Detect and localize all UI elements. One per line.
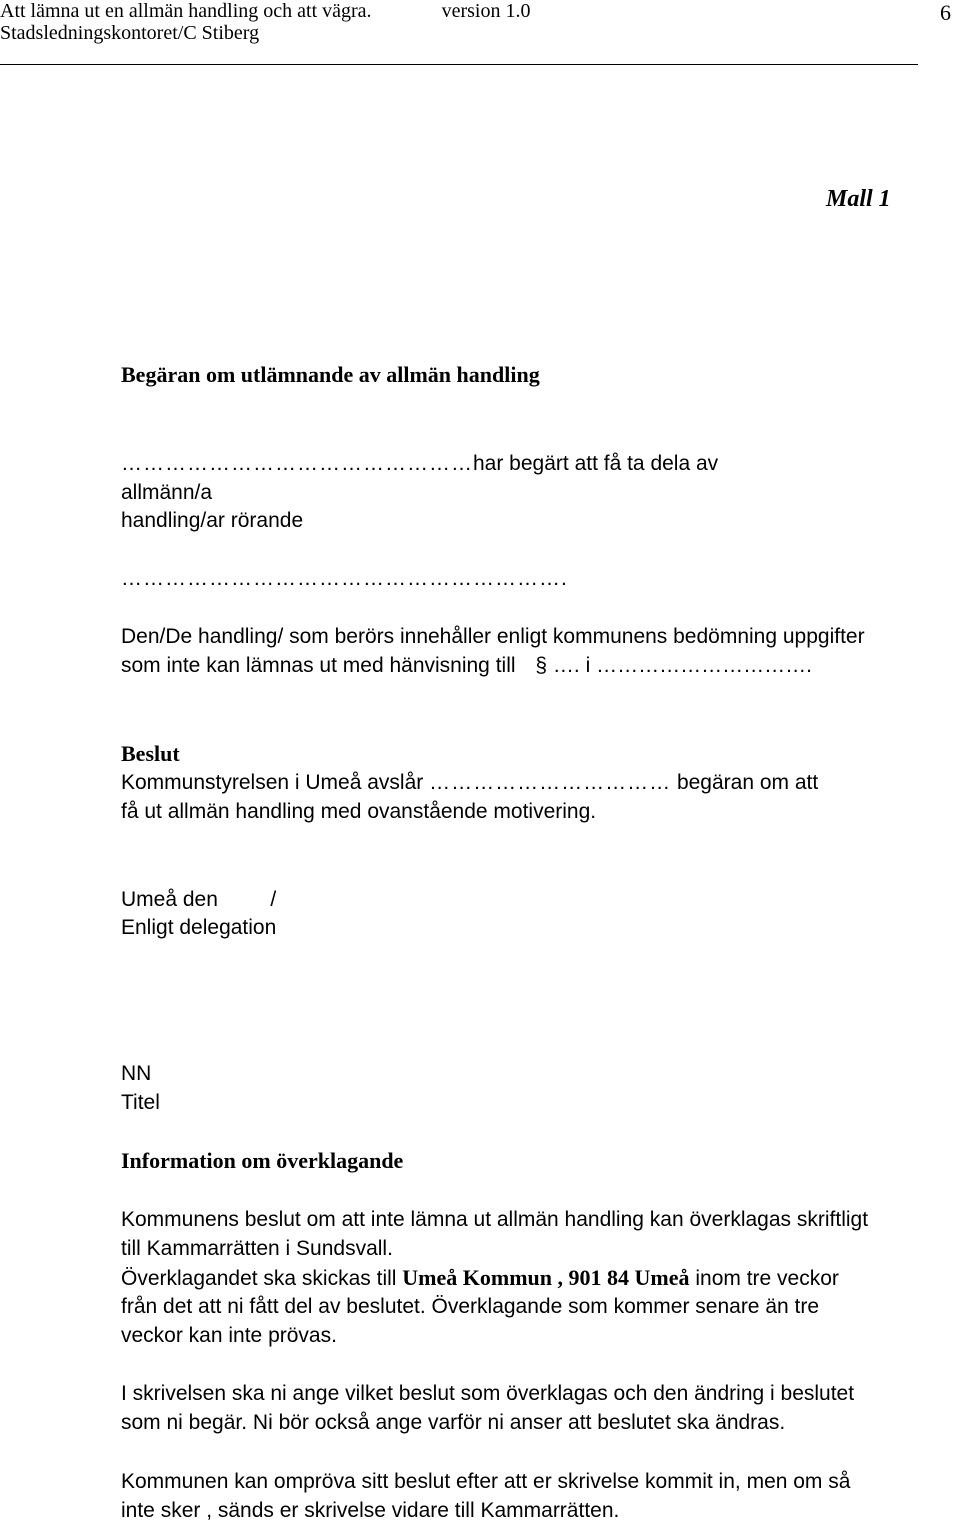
appeal-p2-text-c: inom tre veckor — [695, 1267, 839, 1290]
fill-in-dots: …………………………… — [429, 771, 672, 794]
template-label: Mall 1 — [826, 186, 891, 212]
signatory-title: Titel — [121, 1091, 160, 1114]
appeal-p1-line-1: Kommunens beslut om att inte lämna ut allmän handling kan överklagas skriftligt — [121, 1208, 869, 1231]
appeal-p2-text-a: Överklagandet ska skickas till — [121, 1267, 397, 1290]
appeal-heading: Information om överklagande — [121, 1148, 404, 1173]
appeal-p3-line-1: I skrivelsen ska ni ange vilket beslut som överklagas och den ändring i beslutet — [121, 1382, 855, 1405]
section-sign: § — [535, 654, 548, 677]
header-divider — [0, 64, 918, 65]
request-line-1 — [121, 450, 718, 478]
appeal-p2-line-3: veckor kan inte prövas. — [121, 1324, 337, 1347]
request-fill-in-dots: ……………………………………………………. — [121, 567, 568, 590]
decision-line-1-tail: begäran om att — [676, 771, 819, 794]
request-line-1-text: har begärt att få ta dela av — [473, 452, 719, 475]
appeal-p2-line-2: från det att ni fått del av beslutet. Överklagande som kommer senare än tre — [121, 1295, 820, 1318]
request-line-6-tail: …. i …………………………. — [552, 654, 812, 677]
request-line-6-text: som inte kan lämnas ut med hänvisning till — [121, 654, 516, 677]
request-line-5: Den/De handling/ som berörs innehåller enligt kommunens bedömning uppgifter — [121, 625, 865, 648]
decision-line-1-text: Kommunstyrelsen i Umeå avslår — [121, 771, 424, 794]
decision-line-1 — [121, 769, 818, 797]
appeal-address: Umeå Kommun , 901 84 Umeå — [402, 1265, 690, 1290]
appeal-p2-line-1 — [121, 1264, 839, 1293]
appeal-p4-line-1: Kommunen kan ompröva sitt beslut efter att er skrivelse kommit in, men om så — [121, 1470, 851, 1493]
request-line-2: allmänn/a — [121, 481, 213, 504]
request-line-3: handling/ar rörande — [121, 509, 304, 532]
request-heading: Begäran om utlämnande av allmän handling — [121, 362, 540, 387]
document-title: Att lämna ut en allmän handling och att vägra. — [0, 0, 372, 22]
delegation-note: Enligt delegation — [121, 916, 277, 939]
appeal-p3-line-2: som ni begär. Ni bör också ange varför ni anser att beslutet ska ändras. — [121, 1411, 786, 1434]
page-number: 6 — [940, 0, 951, 25]
request-line-6 — [121, 652, 812, 680]
place-date: Umeå den / — [121, 888, 277, 911]
header-title-line — [0, 0, 530, 22]
decision-heading: Beslut — [121, 741, 180, 766]
document-version: version 1.0 — [441, 0, 531, 22]
signatory-name: NN — [121, 1062, 152, 1085]
document-author: Stadsledningskontoret/C Stiberg — [0, 22, 260, 44]
appeal-p1-line-2: till Kammarrätten i Sundsvall. — [121, 1237, 393, 1260]
decision-line-2: få ut allmän handling med ovanstående motivering. — [121, 800, 597, 823]
fill-in-dots: ………………………………………… — [121, 452, 473, 475]
appeal-p4-line-2: inte sker , sänds er skrivelse vidare till Kammarrätten. — [121, 1499, 620, 1522]
